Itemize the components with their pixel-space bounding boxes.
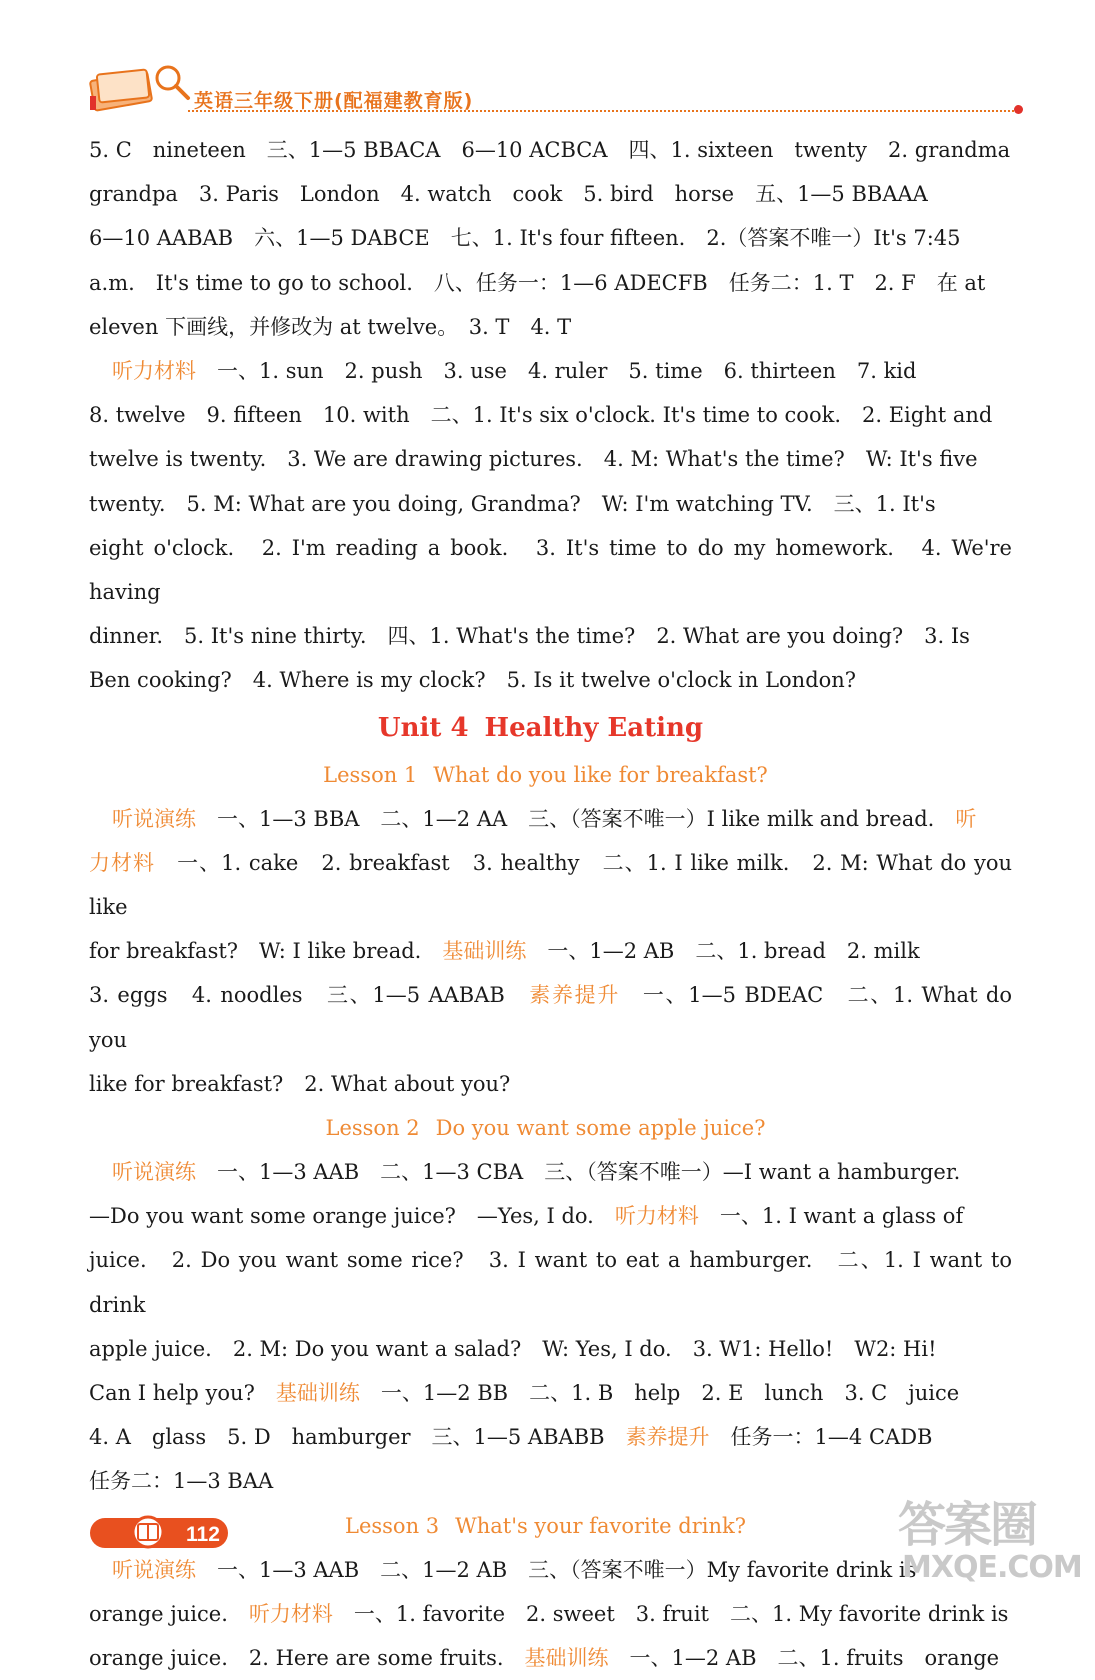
lesson-title: What do you like for breakfast? — [433, 762, 768, 787]
watermark — [898, 1484, 1082, 1594]
text-line — [89, 1327, 1012, 1371]
magnifier-book-logo-icon — [88, 56, 198, 116]
lesson-title: Do you want some apple juice? — [435, 1116, 766, 1141]
answer-text: 一、1—2 AB 二、1. fruits orange — [608, 1646, 1000, 1671]
answer-text: 6—10 AABAB 六、1—5 DABCE 七、1. It's four fifteen. 2.（答案不唯一）It's 7:45 — [89, 226, 961, 251]
text-line — [89, 482, 1012, 526]
answer-text: 3. eggs 4. noodles 三、1—5 AABAB — [89, 983, 530, 1008]
unit-title: Healthy Eating — [484, 712, 704, 743]
answer-text: 一、1—2 AB 二、1. bread 2. milk — [526, 939, 920, 964]
unit-heading — [69, 703, 1012, 753]
section-label: 听力材料 — [112, 359, 196, 384]
text-line — [89, 216, 1012, 260]
answer-text: twelve is twenty. 3. We are drawing pictures. 4. M: What's the time? W: It's five — [89, 447, 978, 472]
answer-text: 一、1—3 BBA 二、1—2 AA 三、（答案不唯一）I like milk and bread. — [196, 806, 956, 831]
answer-text: orange juice. 2. Here are some fruits. — [89, 1646, 525, 1671]
text-line — [89, 1150, 1012, 1194]
answer-text: 一、1—3 AAB 二、1—3 CBA 三、（答案不唯一）—I want a hamburger. — [196, 1160, 961, 1185]
section-label: 基础训练 — [524, 1646, 609, 1671]
answer-content — [89, 128, 1012, 1680]
text-line — [89, 614, 1012, 658]
answer-text: 任务二：1—3 BAA — [89, 1469, 274, 1494]
answer-text: 一、1—2 BB 二、1. B help 2. E lunch 3. C juice — [359, 1381, 960, 1406]
text-line — [89, 1592, 1012, 1636]
watermark-url: MXQE.COM — [902, 1550, 1082, 1585]
watermark-logo-text: 答案圈 — [898, 1497, 1037, 1553]
answer-text: 4. A glass 5. D hamburger 三、1—5 ABABB — [89, 1425, 626, 1450]
lesson-title: What's your favorite drink? — [455, 1513, 746, 1538]
answer-text: 一、1—3 AAB 二、1—2 AB 三、（答案不唯一）My favorite drink is — [196, 1557, 917, 1582]
section-label: 听 — [955, 806, 977, 831]
section-label: 听力材料 — [614, 1204, 699, 1229]
text-line — [89, 1548, 1012, 1592]
answer-text: like for breakfast? 2. What about you? — [89, 1071, 511, 1096]
answer-text: dinner. 5. It's nine thirty. 四、1. What's the time? 2. What are you doing? 3. Is — [89, 624, 970, 649]
answer-text: 5. C nineteen 三、1—5 BBACA 6—10 ACBCA 四、1. sixteen twenty 2. grandma — [89, 138, 1011, 162]
answer-text: 任务一：1—4 CADB — [709, 1425, 933, 1450]
text-line — [89, 437, 1012, 481]
text-line — [89, 526, 1012, 614]
text-line — [89, 797, 1012, 841]
answer-text: orange juice. — [89, 1601, 249, 1626]
header-dotted-rule — [188, 110, 1014, 112]
lesson-number: Lesson 2 — [325, 1116, 420, 1141]
section-label: 听说演练 — [112, 806, 196, 831]
text-line — [89, 1371, 1012, 1415]
lesson-number: Lesson 1 — [323, 762, 418, 787]
text-line — [89, 973, 1012, 1061]
text-line — [89, 841, 1012, 929]
section-label: 素养提升 — [529, 983, 621, 1008]
answer-text: eight o'clock. 2. I'm reading a book. 3. It's time to do my homework. 4. We're having — [89, 535, 1012, 605]
answer-text: —Do you want some orange juice? —Yes, I do. — [89, 1204, 615, 1229]
text-line — [89, 172, 1012, 216]
text-line — [89, 1415, 1012, 1459]
lesson-heading — [79, 1106, 1012, 1150]
page-header — [88, 56, 1028, 118]
answer-text: 一、1. I want a glass of — [698, 1204, 964, 1229]
answer-text: eleven 下画线，并修改为 at twelve。 3. T 4. T — [89, 314, 572, 339]
answer-text: twenty. 5. M: What are you doing, Grandma? W: I'm watching TV. 三、1. It's — [89, 491, 936, 516]
text-line — [89, 1062, 1012, 1106]
section-label: 基础训练 — [442, 939, 527, 964]
section-label: 听说演练 — [112, 1160, 196, 1185]
section-label: 力材料 — [89, 850, 156, 875]
text-line — [89, 1238, 1012, 1326]
unit-number: Unit 4 — [377, 712, 469, 743]
text-line — [89, 929, 1012, 973]
answer-text: Ben cooking? 4. Where is my clock? 5. Is it twelve o'clock in London? — [89, 668, 857, 693]
answer-text: grandpa 3. Paris London 4. watch cook 5. bird horse 五、1—5 BBAAA — [89, 182, 928, 207]
answer-text: 一、1—5 BDEAC 二、1. What do you — [89, 983, 1012, 1052]
answer-text: apple juice. 2. M: Do you want a salad? W: Yes, I do. 3. W1: Hello! W2: Hi! — [89, 1336, 937, 1361]
answer-text: 一、1. sun 2. push 3. use 4. ruler 5. time 6. thirteen 7. kid — [196, 359, 917, 384]
page-badge-shape — [90, 1514, 230, 1550]
answer-text: for breakfast? W: I like bread. — [89, 939, 443, 964]
text-line — [89, 1636, 1012, 1680]
page-number: 112 — [186, 1523, 220, 1546]
answer-text: 8. twelve 9. fifteen 10. with 二、1. It's six o'clock. It's time to cook. 2. Eight and — [89, 403, 993, 428]
section-label: 听力材料 — [248, 1601, 333, 1626]
section-label: 听说演练 — [112, 1557, 196, 1582]
text-line — [89, 349, 1012, 393]
answer-text: juice. 2. Do you want some rice? 3. I want to eat a hamburger. 二、1. I want to drink — [89, 1248, 1012, 1317]
answer-text: 一、1. favorite 2. sweet 3. fruit 二、1. My favorite drink is — [332, 1601, 1009, 1626]
answer-text: Can I help you? — [89, 1381, 276, 1406]
header-rule-end-dot — [1014, 105, 1023, 114]
page-number-badge — [90, 1514, 230, 1550]
text-line — [89, 1459, 1012, 1503]
text-line — [89, 305, 1012, 349]
answer-text: a.m. It's time to go to school. 八、任务一：1—6 ADECFB 任务二：1. T 2. F 在 at — [89, 270, 986, 295]
text-line — [89, 128, 1012, 172]
text-line — [89, 393, 1012, 437]
lesson-number: Lesson 3 — [345, 1513, 440, 1538]
answer-text: 一、1. cake 2. breakfast 3. healthy 二、1. I like milk. 2. M: What do you like — [89, 850, 1013, 920]
text-line — [89, 658, 1012, 702]
lesson-heading — [79, 753, 1012, 797]
text-line — [89, 1194, 1012, 1238]
section-label: 素养提升 — [625, 1425, 710, 1450]
section-label: 基础训练 — [275, 1381, 360, 1406]
text-line — [89, 261, 1012, 305]
book-title: 英语三年级下册(配福建教育版) — [194, 90, 474, 112]
